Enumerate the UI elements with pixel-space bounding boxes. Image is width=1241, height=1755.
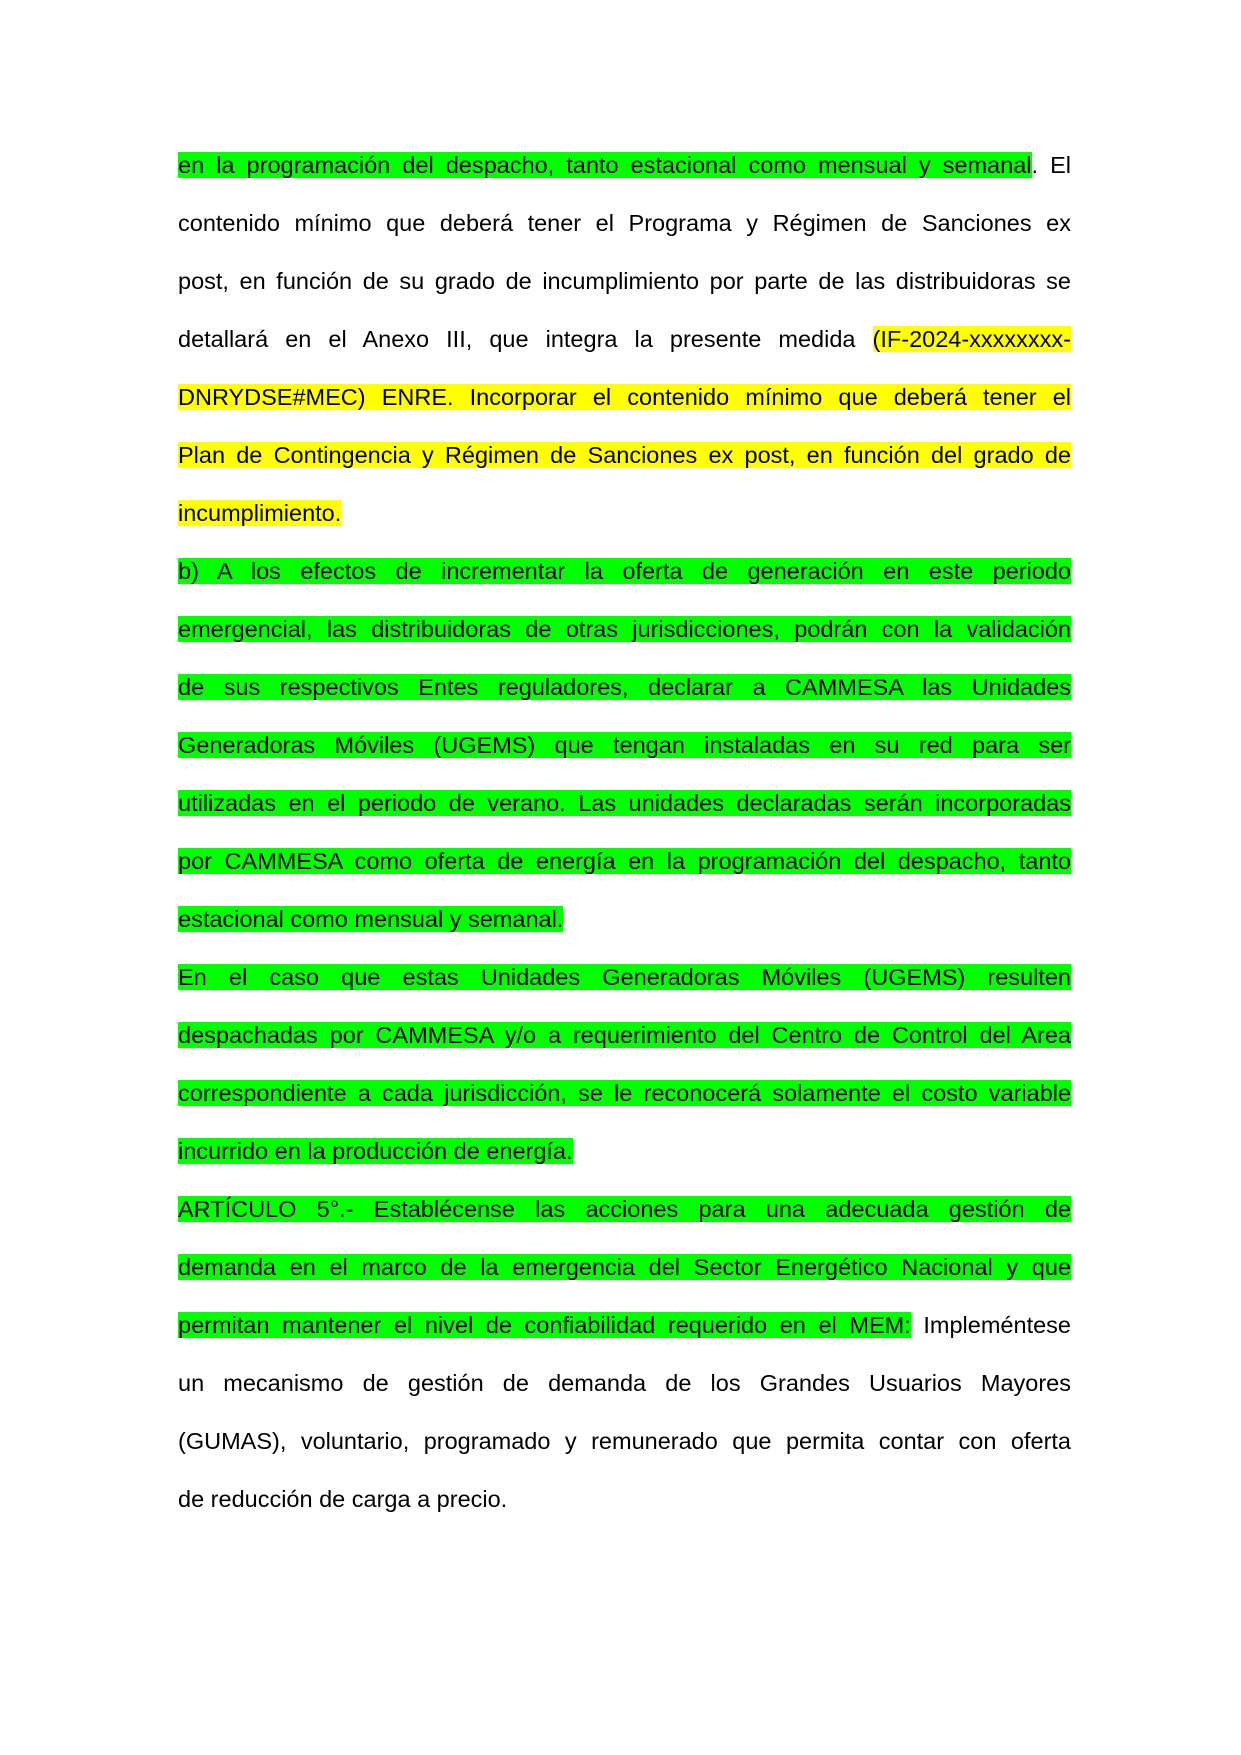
highlighted-text-green: Generadoras Móviles (UGEMS) que tengan instaladas en su red para ser bbox=[178, 732, 1071, 758]
body-text: contenido mínimo que deberá tener el Programa y Régimen de Sanciones ex bbox=[178, 210, 1071, 236]
text-line bbox=[178, 1122, 1071, 1180]
text-line bbox=[178, 368, 1071, 426]
text-line bbox=[178, 600, 1071, 658]
document-body bbox=[178, 136, 1071, 1528]
text-line bbox=[178, 1064, 1071, 1122]
text-line bbox=[178, 1296, 1071, 1354]
highlighted-text-green: por CAMMESA como oferta de energía en la programación del despacho, tanto bbox=[178, 848, 1071, 874]
highlighted-text-yellow: incumplimiento. bbox=[178, 500, 342, 526]
highlighted-text-yellow: Plan de Contingencia y Régimen de Sanciones ex post, en función del grado de bbox=[178, 442, 1071, 468]
body-text: detallará en el Anexo III, que integra la presente medida bbox=[178, 326, 873, 352]
highlighted-text-green: permitan mantener el nivel de confiabilidad requerido en el MEM: bbox=[178, 1312, 911, 1338]
highlighted-text-green: de sus respectivos Entes reguladores, declarar a CAMMESA las Unidades bbox=[178, 674, 1071, 700]
body-text: un mecanismo de gestión de demanda de los Grandes Usuarios Mayores bbox=[178, 1370, 1071, 1396]
highlighted-text-green: despachadas por CAMMESA y/o a requerimiento del Centro de Control del Area bbox=[178, 1022, 1071, 1048]
highlighted-text-green: ARTÍCULO 5°.- Establécense las acciones para una adecuada gestión de bbox=[178, 1196, 1071, 1222]
text-line bbox=[178, 310, 1071, 368]
text-line bbox=[178, 890, 1071, 948]
text-line bbox=[178, 484, 1071, 542]
text-line bbox=[178, 426, 1071, 484]
body-text: (GUMAS), voluntario, programado y remunerado que permita contar con oferta bbox=[178, 1428, 1071, 1454]
text-line bbox=[178, 1412, 1071, 1470]
body-text: de reducción de carga a precio. bbox=[178, 1486, 508, 1512]
text-line bbox=[178, 542, 1071, 600]
text-line bbox=[178, 774, 1071, 832]
highlighted-text-green: demanda en el marco de la emergencia del Sector Energético Nacional y que bbox=[178, 1254, 1071, 1280]
text-line bbox=[178, 194, 1071, 252]
body-text: Impleméntese bbox=[910, 1312, 1071, 1338]
highlighted-text-yellow: (IF-2024-xxxxxxxx- bbox=[872, 326, 1071, 352]
text-line bbox=[178, 658, 1071, 716]
highlighted-text-green: incurrido en la producción de energía. bbox=[178, 1138, 573, 1164]
text-line bbox=[178, 1470, 1071, 1528]
text-line bbox=[178, 1354, 1071, 1412]
highlighted-text-green: En el caso que estas Unidades Generadoras Móviles (UGEMS) resulten bbox=[178, 964, 1071, 990]
text-line bbox=[178, 948, 1071, 1006]
text-line bbox=[178, 136, 1071, 194]
highlighted-text-green: en la programación del despacho, tanto estacional como mensual y semanal bbox=[178, 152, 1032, 178]
text-line bbox=[178, 1006, 1071, 1064]
highlighted-text-green: correspondiente a cada jurisdicción, se le reconocerá solamente el costo variable bbox=[178, 1080, 1071, 1106]
text-line bbox=[178, 716, 1071, 774]
text-line bbox=[178, 1180, 1071, 1238]
text-line bbox=[178, 832, 1071, 890]
highlighted-text-green: b) A los efectos de incrementar la oferta de generación en este periodo bbox=[178, 558, 1071, 584]
highlighted-text-yellow: DNRYDSE#MEC) ENRE. Incorporar el contenido mínimo que deberá tener el bbox=[178, 384, 1071, 410]
body-text: . El bbox=[1031, 152, 1071, 178]
highlighted-text-green: estacional como mensual y semanal. bbox=[178, 906, 564, 932]
highlighted-text-green: utilizadas en el periodo de verano. Las unidades declaradas serán incorporadas bbox=[178, 790, 1071, 816]
text-line bbox=[178, 1238, 1071, 1296]
body-text: post, en función de su grado de incumplimiento por parte de las distribuidoras se bbox=[178, 268, 1071, 294]
highlighted-text-green: emergencial, las distribuidoras de otras jurisdicciones, podrán con la validación bbox=[178, 616, 1071, 642]
text-line bbox=[178, 252, 1071, 310]
